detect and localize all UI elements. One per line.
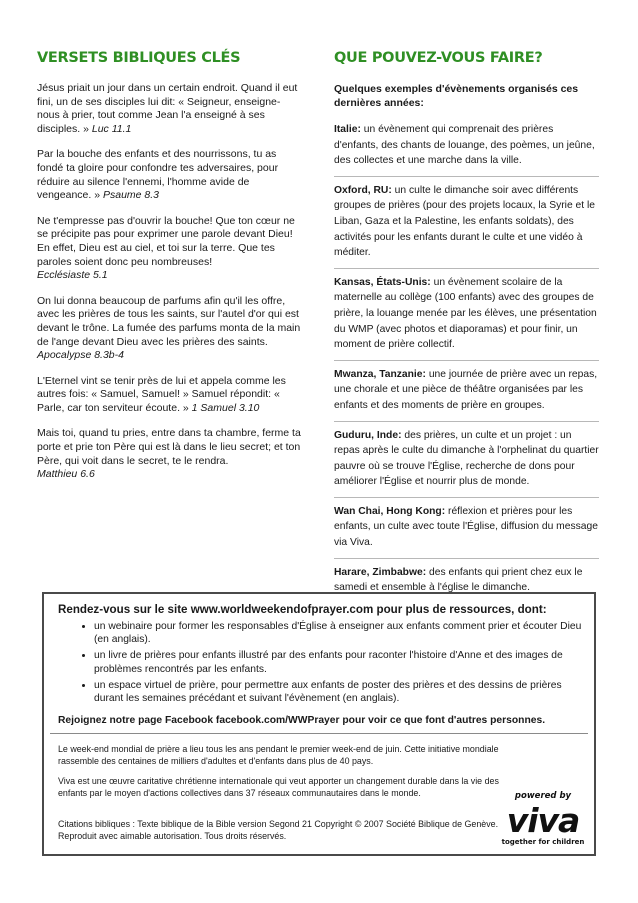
- viva-wordmark: viva: [506, 801, 580, 840]
- powered-by-text: powered by: [514, 791, 572, 801]
- examples-intro: Quelques exemples d'évènements organisés ces dernières années:: [334, 83, 579, 109]
- verse-text: Mais toi, quand tu pries, entre dans ta chambre, ferme ta porte et prie ton Père qui est là dans le lieu secret; et ton Père, qui voit dans le secret, te le rendra.: [37, 427, 301, 467]
- what-can-you-do-column: [334, 50, 599, 609]
- verse-reference: Psaume 8.3: [102, 189, 160, 202]
- facebook-note: Rejoignez notre page Facebook facebook.com/WWPrayer pour voir ce que font d'autres personnes.: [58, 715, 546, 726]
- verse-text: L'Eternel vint se tenir près de lui et appela comme les autres fois: « Samuel, Samuel! » Samuel répondit: « Parle, car ton serviteur écoute. »: [37, 374, 286, 414]
- verse-reference: Ecclésiaste 5.1: [37, 269, 108, 282]
- verse-text: Jésus priait un jour dans un certain endroit. Quand il eut fini, un de ses disciples lui dit: « Seigneur, enseigne-nous à prier, tout comme Jean l'a enseigné à ses disciples. »: [37, 82, 298, 135]
- divider: [50, 733, 588, 734]
- example-text: des prières, un culte et un projet : un repas après le culte du dimanche à l'orphelinat du quartier pauvre où se trouve l'Église, recherche de dons pour améliorer l'Église et nourrir plus de monde.: [334, 429, 599, 488]
- example-text: un évènement qui comprenait des prières d'enfants, des chants de louange, des poèmes, un jeûne, des collectes et une marche dans la ville.: [334, 124, 595, 167]
- example-item: [334, 275, 599, 361]
- example-place: Harare, Zimbabwe:: [334, 566, 427, 578]
- example-item: [334, 122, 599, 177]
- example-text: un culte le dimanche soir avec différents groupes de prières (pour des projets locaux, la Syrie et le Liban, Gaza et la Palestine, les enfants soldats), des activités pour les enfants durant le culte et une vidéo à méditer.: [334, 184, 595, 259]
- verse: [37, 375, 301, 416]
- example-item: [334, 367, 599, 422]
- example-place: Oxford, RU:: [334, 184, 392, 196]
- verse-reference: Luc 11.1: [91, 122, 132, 135]
- about-viva: Viva est une œuvre caritative chrétienne internationale qui veut apporter un changement durable dans la vie des enfants par le moyen d'actions collectives dans 37 réseaux communautaires dans le monde.: [58, 776, 499, 798]
- example-text: réflexion et prières pour les enfants, un culte avec toute l'Église, diffusion du message via Viva.: [334, 505, 598, 549]
- viva-tagline: together for children: [501, 838, 585, 846]
- example-item: [334, 183, 599, 269]
- example-item: [334, 428, 599, 498]
- verse: [37, 295, 301, 363]
- resource-item: • un espace virtuel de prière, pour permettre aux enfants de poster des prières et des dessins de prières durant les semaines précédant et suivant l'évènement (en anglais).: [94, 679, 584, 705]
- example-place: Guduru, Inde:: [334, 429, 402, 441]
- example-item: [334, 504, 599, 559]
- verse-text: Ne t'empresse pas d'ouvrir la bouche! Que ton cœur ne se précipite pas pour exprimer une parole devant Dieu! En effet, Dieu est au ciel, et toi sur la terre. Que tes paroles soient donc peu nombreuses!: [37, 214, 295, 268]
- example-text: un évènement scolaire de la maternelle au collège (100 enfants) avec des groupes de prière, la louange menée par les élèves, une présentation du WMP (avec photos et diaporamas) et pour finir, un moment de prière collectif.: [334, 276, 597, 351]
- verse-reference: Matthieu 6.6: [37, 468, 95, 481]
- verse: [37, 148, 301, 202]
- key-verses-column: [37, 50, 301, 494]
- verse: [37, 427, 301, 481]
- verse-text: On lui donna beaucoup de parfums afin qu'il les offre, avec les prières de tous les saints, sur l'autel d'or qui est devant le trône. La fumée des parfums monta de la main de l'ange devant Dieu avec les prières des saints.: [37, 294, 301, 348]
- verse: [37, 82, 301, 136]
- resource-item: • un webinaire pour former les responsables d'Église à enseigner aux enfants comment prier et écouter Dieu (en anglais).: [94, 620, 584, 646]
- example-text: une journée de prière avec un repas, une chorale et une pièce de théâtre organisées par les enfants et des moments de prière en groupes.: [334, 368, 598, 411]
- what-can-you-do-heading: QUE POUVEZ-VOUS FAIRE?: [334, 50, 543, 66]
- key-verses-heading: VERSETS BIBLIQUES CLÉS: [37, 50, 241, 66]
- example-text: des enfants qui prient chez eux le samedi et ensemble à l'église le dimanche.: [334, 566, 583, 594]
- example-place: Mwanza, Tanzanie:: [334, 368, 426, 380]
- verse: [37, 215, 301, 283]
- verse-reference: 1 Samuel 3.10: [191, 401, 260, 414]
- resources-box: [42, 592, 596, 856]
- resources-title: Rendez-vous sur le site www.worldweekendofprayer.com pour plus de ressources, dont:: [58, 603, 547, 616]
- viva-logo: [500, 788, 586, 850]
- example-place: Kansas, États-Unis:: [334, 276, 431, 288]
- citation-note: Citations bibliques : Texte biblique de la Bible version Segond 21 Copyright © 2007 Société Biblique de Genève. Reproduit avec aimable autorisation. Tous droits réservés.: [58, 819, 499, 841]
- about-weekend: Le week-end mondial de prière a lieu tous les ans pendant le premier week-end de juin. Cette initiative mondiale rassemble des centaines de milliers d'adultes et d'enfants dans plus de 40 pays.: [58, 744, 499, 766]
- example-place: Wan Chai, Hong Kong:: [334, 505, 446, 517]
- example-place: Italie:: [334, 124, 361, 135]
- verse-text: Par la bouche des enfants et des nourrissons, tu as fondé ta gloire pour confondre tes adversaires, pour réduire au silence l'ennemi, l'homme avide de vengeance. »: [37, 148, 279, 202]
- resource-item: • un livre de prières pour enfants illustré par des enfants pour raconter l'histoire d'Anne et des images de problèmes rencontrés par les enfants.: [94, 649, 584, 675]
- verse-reference: Apocalypse 8.3b-4: [37, 349, 124, 362]
- resources-list: [58, 620, 584, 708]
